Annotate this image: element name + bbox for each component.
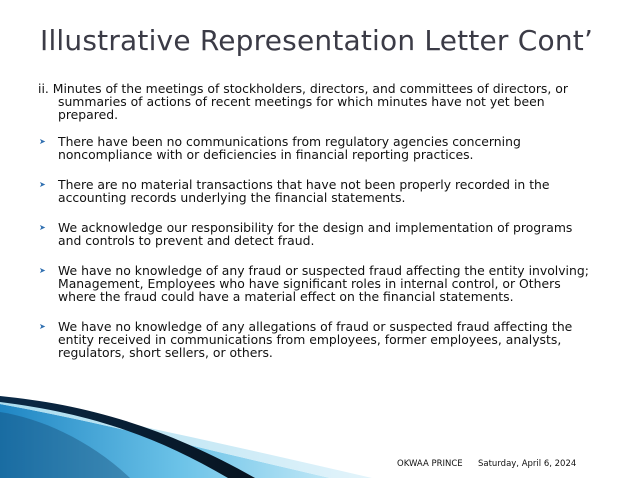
arrow-bullet-icon: ➤ [39,322,46,331]
bullet-text: We have no knowledge of any fraud or suspected fraud affecting the entity involving; Management, Employees who have significant roles in internal control, or Others where the fraud could have a material effect on the financial statements. [58,263,589,304]
bullet-item [38,135,598,161]
bullet-item [38,221,598,247]
bullet-item [38,178,598,204]
arrow-bullet-icon: ➤ [39,137,46,146]
arrow-bullet-icon: ➤ [39,223,46,232]
arrow-bullet-icon: ➤ [39,180,46,189]
intro-paragraph: ii. Minutes of the meetings of stockholders, directors, and committees of directors, or summaries of actions of recent meetings for which minutes have not yet been prepared. [38,81,568,122]
arrow-bullet-icon: ➤ [39,266,46,275]
bullet-text: There are no material transactions that have not been properly recorded in the accounting records underlying the financial statements. [58,177,550,205]
bullet-text: There have been no communications from regulatory agencies concerning noncompliance with or deficiencies in financial reporting practices. [58,134,521,162]
bullet-text: We acknowledge our responsibility for the design and implementation of programs and controls to prevent and detect fraud. [58,220,573,248]
slide-title: Illustrative Representation Letter Cont’ [40,24,594,57]
bullet-text: We have no knowledge of any allegations of fraud or suspected fraud affecting the entity received in communications from employees, former employees, analysts, regulators, short sellers, or others. [58,319,573,360]
bullet-item [38,264,598,303]
footer-author: OKWAA PRINCE [397,459,463,469]
footer-date: Saturday, April 6, 2024 [478,459,577,469]
bullet-item [38,320,598,359]
slide-body [38,82,598,376]
